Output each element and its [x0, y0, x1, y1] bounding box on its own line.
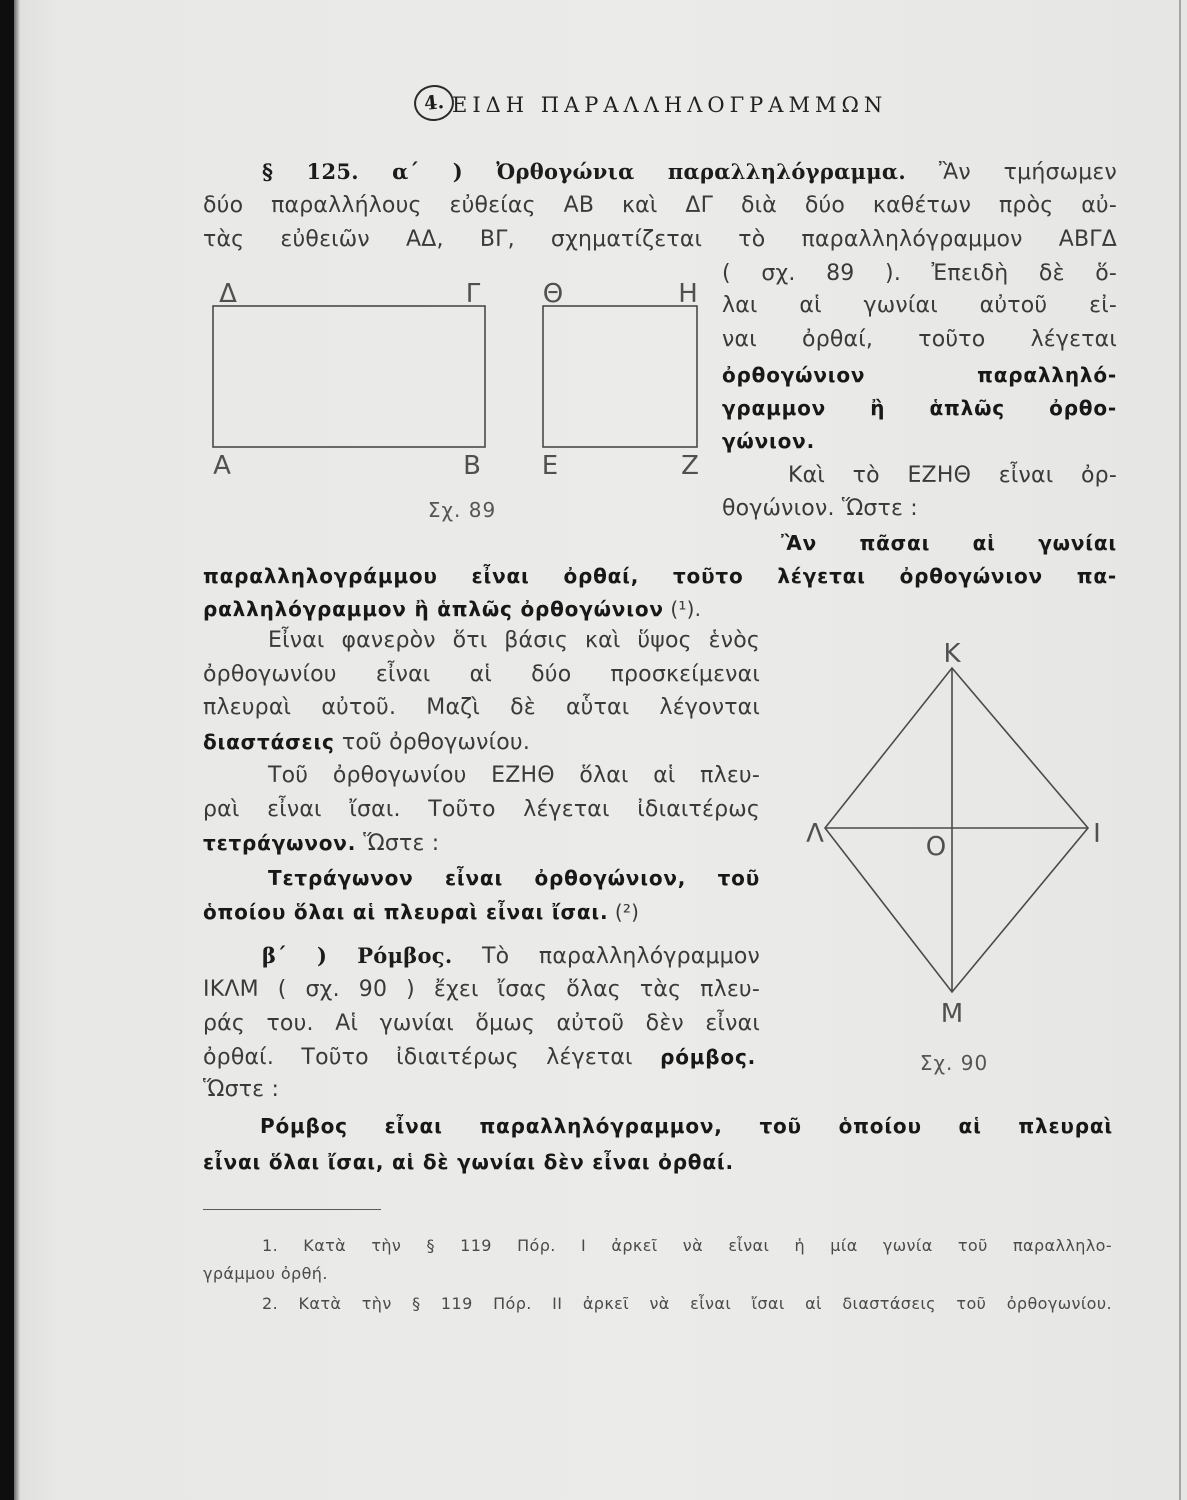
definition-run: ραλληλόγραμμον ἢ ἁπλῶς ὀρθογώνιον [203, 597, 664, 621]
text-line: Καὶ τὸ ΕΖΗΘ εἶναι ὀρ- [788, 463, 1117, 488]
footnote-line: γράμμου ὀρθή. [203, 1264, 328, 1283]
text-line: ( σχ. 89 ). Ἐπειδὴ δὲ ὅ- [722, 261, 1117, 286]
text-line: Ὥστε : [203, 1077, 280, 1102]
vertex-label: Ε [541, 451, 559, 481]
definition-line: Ρόμβος εἶναι παραλληλόγραμμον, τοῦ ὁποίου αἱ πλευραὶ [260, 1114, 1113, 1138]
footnote-line: 2. Κατὰ τὴν § 119 Πόρ. ΙΙ ἀρκεῖ νὰ εἶναι ἴσαι αἱ διαστάσεις τοῦ ὀρθογωνίου. [262, 1294, 1112, 1313]
text-run: Τὸ παραλληλόγραμμον [452, 944, 760, 969]
footnote-reference: (¹). [663, 597, 702, 621]
text-line: ὀρθογωνίου εἶναι αἱ δύο προσκείμεναι [203, 662, 760, 687]
text-line: θογώνιον. Ὥστε : [722, 496, 918, 521]
page-right-edge [1179, 0, 1181, 1500]
vertex-label: Λ [806, 819, 824, 849]
section-heading-line [262, 941, 760, 971]
footnote-separator [203, 1209, 381, 1210]
scan-edge-shadow [14, 0, 20, 1500]
chapter-title: ΕΙΔΗ ΠΑΡΑΛΛΗΛΟΓΡΑΜΜΩΝ [452, 93, 888, 117]
section-title: Ρόμβος. [357, 943, 453, 968]
rhombus-iklm [825, 668, 1088, 992]
footnote-reference: (²) [608, 900, 640, 924]
term: τετράγωνον. [203, 831, 357, 855]
figure-caption: Σχ. 89 [427, 498, 497, 522]
text-run: τοῦ ὀρθογωνίου. [334, 730, 531, 755]
text-line: Τοῦ ὀρθογωνίου ΕΖΗΘ ὅλαι αἱ πλευ- [268, 763, 760, 788]
square-ezht [543, 306, 697, 447]
text-line [203, 727, 530, 757]
vertex-label: Κ [943, 639, 961, 669]
definition-line: εἶναι ὅλαι ἴσαι, αἱ δὲ γωνίαι δὲν εἶναι ὀρθαί. [203, 1150, 734, 1174]
figure-caption: Σχ. 90 [919, 1051, 989, 1075]
term-line: γραμμον ἢ ἁπλῶς ὀρθο- [722, 396, 1117, 420]
text-line [203, 1042, 756, 1072]
term-line: ὀρθογώνιον παραλληλό- [722, 363, 1117, 387]
text-run: Ὥστε : [356, 831, 440, 856]
text-line: δύο παραλλήλους εὐθείας ΑΒ καὶ ΔΓ διὰ δύο καθέτων πρὸς αὐ- [203, 193, 1117, 218]
footnote-line: 1. Κατὰ τὴν § 119 Πόρ. Ι ἀρκεῖ νὰ εἶναι ἡ μία γωνία τοῦ παραλληλο- [262, 1236, 1112, 1255]
figure-89 [200, 268, 720, 530]
center-label: Ο [925, 832, 947, 862]
definition-line: Τετράγωνον εἶναι ὀρθογώνιον, τοῦ [268, 866, 760, 890]
definition-line [203, 594, 701, 624]
vertex-label: Η [678, 279, 698, 309]
vertex-label: Ι [1093, 819, 1101, 849]
term-line: γώνιον. [722, 429, 815, 453]
text-line: πλευραὶ αὐτοῦ. Μαζὶ δὲ αὗται λέγονται [203, 695, 760, 720]
text-line: ραὶ εἶναι ἴσαι. Τοῦτο λέγεται ἰδιαιτέρως [203, 797, 760, 822]
definition-line: παραλληλογράμμου εἶναι ὀρθαί, τοῦτο λέγεται ὀρθογώνιον πα- [203, 564, 1117, 588]
text-line: ΙΚΛΜ ( σχ. 90 ) ἔχει ἴσας ὅλας τὰς πλευ- [203, 977, 760, 1002]
section-number: § 125. α΄ ) [262, 159, 497, 184]
figure-90 [790, 628, 1130, 1080]
vertex-label: Ζ [681, 451, 699, 481]
text-run: Ἂν τμήσωμεν [905, 160, 1118, 185]
term: διαστάσεις [203, 730, 335, 754]
term: ρόμβος. [660, 1045, 756, 1069]
vertex-label: Θ [542, 279, 564, 309]
vertex-label: Μ [940, 999, 964, 1029]
section-heading-line [262, 157, 1117, 187]
section-title: Ὀρθογώνια παραλληλόγραμμα. [496, 159, 906, 184]
text-line: Εἶναι φανερὸν ὅτι βάσις καὶ ὕψος ἑνὸς [268, 628, 760, 653]
definition-run: ὁποίου ὅλαι αἱ πλευραὶ εἶναι ἴσαι. [203, 900, 609, 924]
text-run: ὀρθαί. Τοῦτο ἰδιαιτέρως λέγεται [203, 1045, 661, 1070]
text-line [203, 828, 439, 858]
rectangle-abgd [213, 306, 485, 447]
vertex-label: Α [213, 451, 231, 481]
vertex-label: Δ [219, 279, 237, 309]
definition-line [203, 897, 639, 927]
chapter-number-circle [412, 83, 456, 123]
section-number: β΄ ) [262, 943, 358, 968]
definition-line: Ἂν πᾶσαι αἱ γωνίαι [781, 531, 1117, 555]
vertex-label: Γ [465, 279, 481, 309]
scan-binding-edge [0, 0, 14, 1500]
text-line: λαι αἱ γωνίαι αὐτοῦ εἰ- [722, 293, 1117, 318]
text-line: ναι ὀρθαί, τοῦτο λέγεται [722, 327, 1117, 352]
vertex-label: Β [463, 451, 481, 481]
text-line: ράς του. Αἱ γωνίαι ὅμως αὐτοῦ δὲν εἶναι [203, 1011, 760, 1036]
text-line: τὰς εὐθειῶν ΑΔ, ΒΓ, σχηματίζεται τὸ παραλληλόγραμμον ΑΒΓΔ [203, 227, 1117, 252]
chapter-number: 4. [422, 91, 446, 115]
